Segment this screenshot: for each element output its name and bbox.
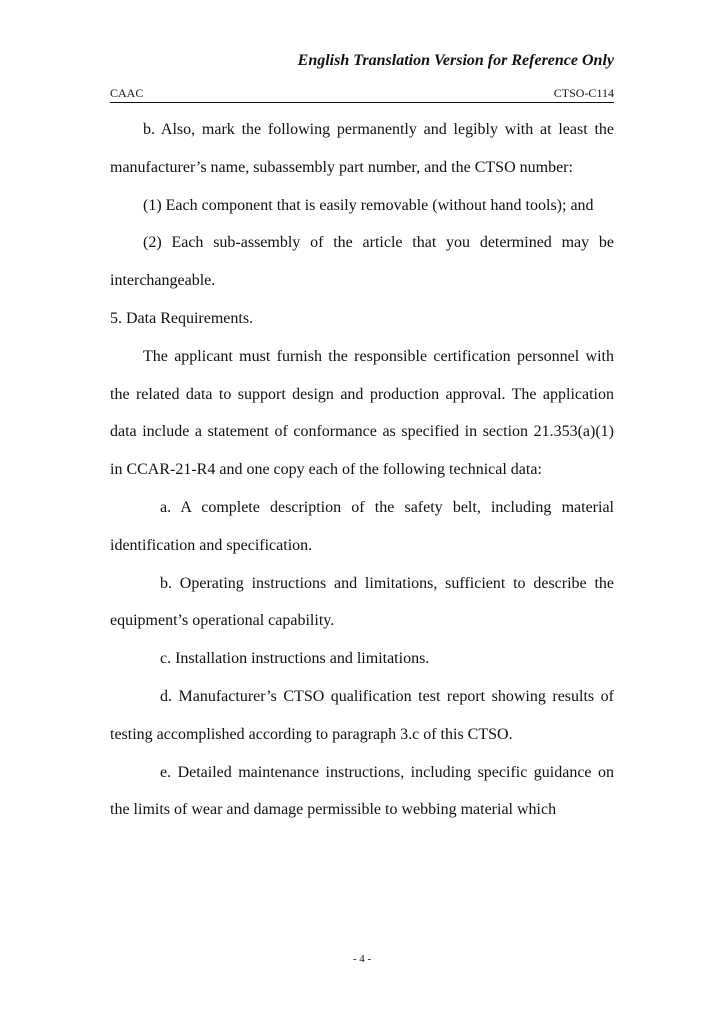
document-body	[110, 111, 614, 829]
paragraph-applicant-data: The applicant must furnish the responsible certification personnel with the related data to support design and production approval. The application data include a statement of conformance as specified in section 21.353(a)(1) in CCAR-21-R4 and one copy each of the following technical data:	[110, 347, 614, 479]
paragraph-data-a: a. A complete description of the safety belt, including material identification and specification.	[110, 498, 614, 554]
paragraph-data-d: d. Manufacturer’s CTSO qualification test report showing results of testing accomplished according to paragraph 3.c of this CTSO.	[110, 687, 614, 743]
translation-banner: English Translation Version for Reference Only	[297, 52, 614, 69]
page-number: - 4 -	[352, 953, 372, 965]
header-document-number: CTSO-C114	[553, 86, 614, 100]
running-header	[110, 86, 614, 103]
paragraph-marking-b: b. Also, mark the following permanently and legibly with at least the manufacturer’s name, subassembly part number, and the CTSO number:	[110, 121, 614, 176]
paragraph-data-e: e. Detailed maintenance instructions, including specific guidance on the limits of wear and damage permissible to webbing material which	[110, 763, 614, 819]
paragraph-item-1: (1) Each component that is easily removable (without hand tools); and	[143, 196, 594, 214]
paragraph-data-b: b. Operating instructions and limitations, sufficient to describe the equipment’s operational capability.	[110, 574, 614, 630]
header-organization: CAAC	[110, 86, 144, 100]
section-heading-data-requirements: 5. Data Requirements.	[110, 309, 254, 327]
paragraph-data-c: c. Installation instructions and limitations.	[160, 650, 430, 668]
paragraph-item-2: (2) Each sub-assembly of the article that you determined may be interchangeable.	[110, 234, 614, 290]
